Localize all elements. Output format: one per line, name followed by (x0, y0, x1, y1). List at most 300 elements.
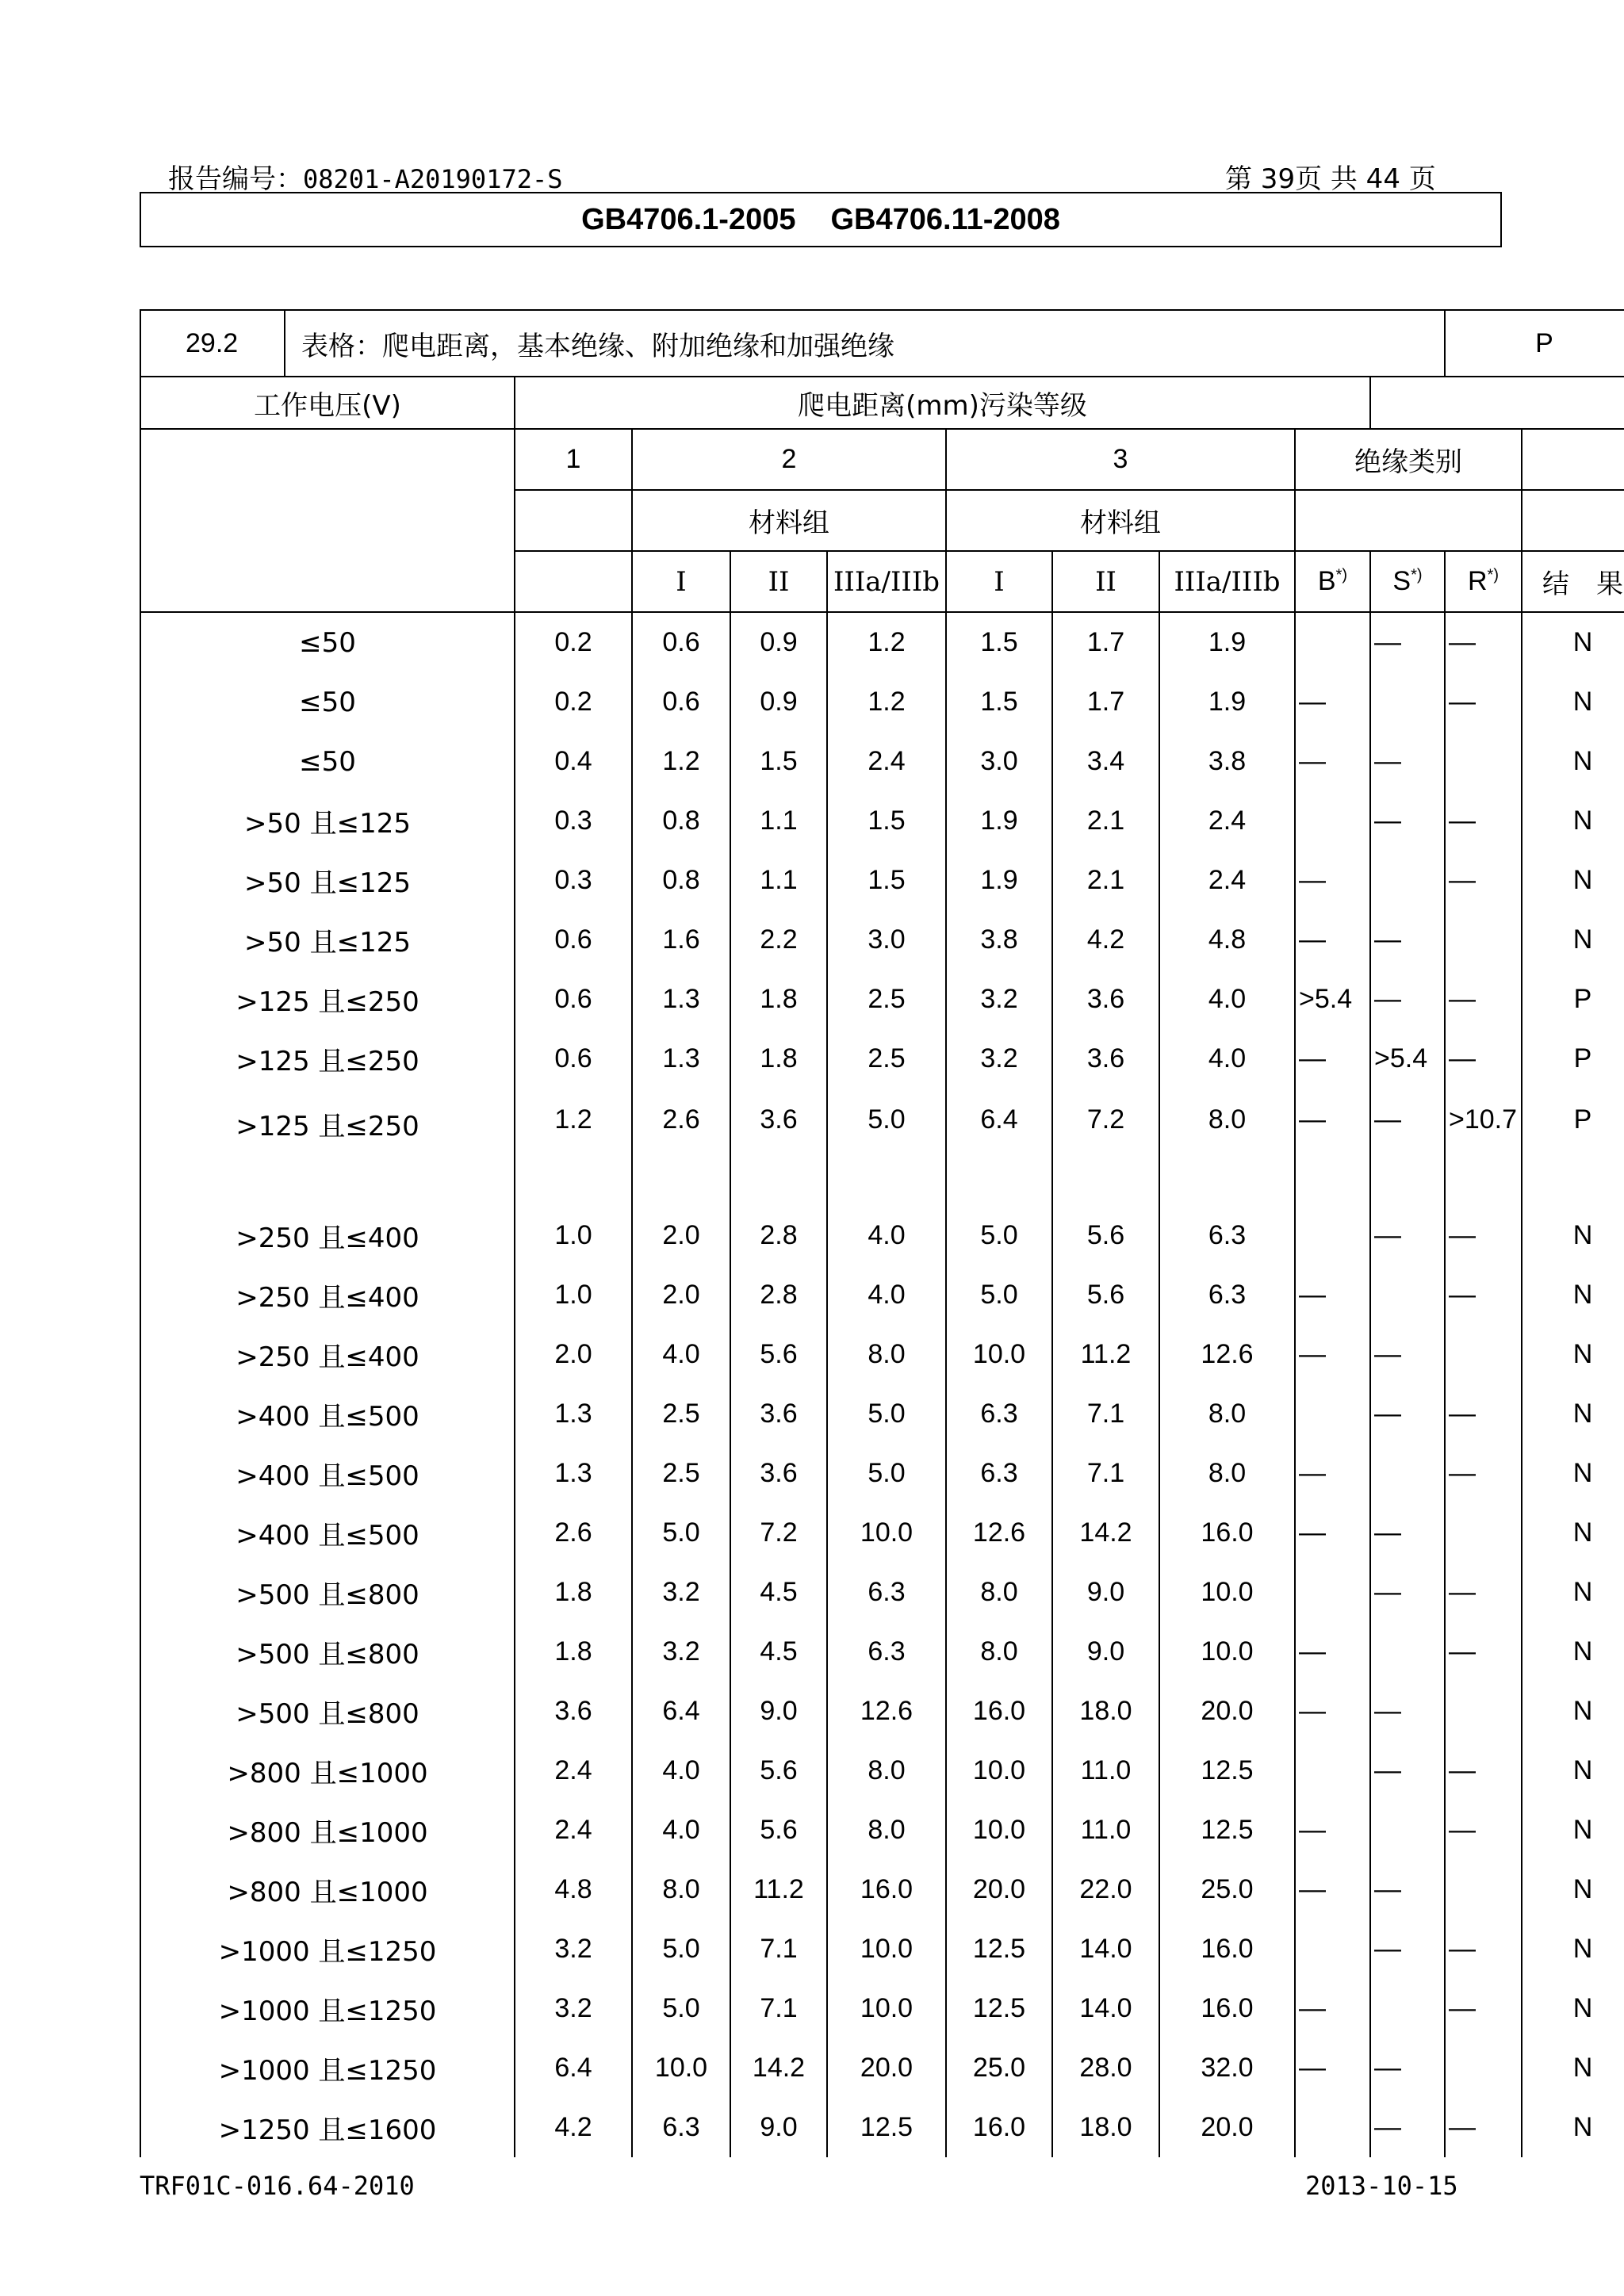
p3-i-cell: 5.0 (946, 1206, 1052, 1265)
result-cell: P (1522, 1089, 1624, 1206)
p3-i-cell: 8.0 (946, 1563, 1052, 1622)
p2-i-cell: 1.3 (632, 970, 730, 1029)
basic-cell (1295, 612, 1370, 672)
p3-iii-cell: 2.4 (1159, 791, 1295, 851)
supplementary-cell: — (1370, 732, 1445, 791)
p3-ii-cell: 14.0 (1052, 1919, 1159, 1979)
table-row (140, 970, 1624, 1029)
p3-iii-cell: 12.5 (1159, 1800, 1295, 1860)
basic-cell: — (1295, 851, 1370, 910)
p2-ii-cell: 1.8 (730, 970, 827, 1029)
p3-iii-cell: 8.0 (1159, 1384, 1295, 1444)
p2-iii-cell: 5.0 (827, 1384, 946, 1444)
result-cell: P (1522, 970, 1624, 1029)
reinforced-cell: — (1445, 612, 1522, 672)
p2-i-cell: 0.8 (632, 851, 730, 910)
result-cell: N (1522, 1919, 1624, 1979)
reinforced-cell: — (1445, 1265, 1522, 1325)
supplementary-cell (1370, 1265, 1445, 1325)
p3-i-cell: 1.5 (946, 672, 1052, 732)
p2-i-cell: 5.0 (632, 1919, 730, 1979)
reinforced-cell: — (1445, 970, 1522, 1029)
pollution-degree-2: 2 (632, 429, 946, 490)
p3-i-cell: 6.4 (946, 1089, 1052, 1206)
table-row (140, 910, 1624, 970)
p2-iii-cell: 20.0 (827, 2038, 946, 2098)
p2-ii-cell: 0.9 (730, 672, 827, 732)
voltage-cell: >500 且≤800 (140, 1622, 515, 1682)
pollution-degree-1: 1 (515, 429, 632, 490)
p3-ii-cell: 7.2 (1052, 1089, 1159, 1206)
p1-cell: 0.2 (515, 612, 632, 672)
voltage-cell: >50 且≤125 (140, 910, 515, 970)
p2-i-cell: 2.5 (632, 1384, 730, 1444)
p2-ii-cell: 2.8 (730, 1206, 827, 1265)
table-row (140, 1622, 1624, 1682)
supplementary-cell (1370, 672, 1445, 732)
p2-iii-cell: 8.0 (827, 1325, 946, 1384)
result-cell: N (1522, 1979, 1624, 2038)
p3-iii-cell: 4.0 (1159, 970, 1295, 1029)
p3-ii-cell: 14.2 (1052, 1503, 1159, 1563)
table-row (140, 732, 1624, 791)
p2-ii-cell: 4.5 (730, 1622, 827, 1682)
p3-i-cell: 6.3 (946, 1384, 1052, 1444)
result-cell: N (1522, 1622, 1624, 1682)
p2-iii-cell: 6.3 (827, 1622, 946, 1682)
p3-iii-cell: 1.9 (1159, 672, 1295, 732)
group-iii-3: IIIa/IIIb (1159, 551, 1295, 612)
clause-number: 29.2 (140, 310, 285, 377)
p2-iii-cell: 10.0 (827, 1503, 946, 1563)
voltage-cell: ≤50 (140, 672, 515, 732)
result-header: 结 果 (1522, 551, 1624, 612)
p1-cell: 6.4 (515, 2038, 632, 2098)
p3-ii-cell: 3.6 (1052, 1029, 1159, 1089)
p3-i-cell: 25.0 (946, 2038, 1052, 2098)
p3-iii-cell: 2.4 (1159, 851, 1295, 910)
p1-cell: 0.6 (515, 970, 632, 1029)
voltage-cell: >1000 且≤1250 (140, 2038, 515, 2098)
p3-iii-cell: 8.0 (1159, 1444, 1295, 1503)
p1-cell: 3.2 (515, 1919, 632, 1979)
table-row (140, 1919, 1624, 1979)
supplementary-cell: — (1370, 1741, 1445, 1800)
p3-iii-cell: 6.3 (1159, 1265, 1295, 1325)
group-ii-2: II (730, 551, 827, 612)
supplementary-cell: >5.4 (1370, 1029, 1445, 1089)
p3-i-cell: 10.0 (946, 1325, 1052, 1384)
supplementary-cell (1370, 851, 1445, 910)
reinforced-cell: — (1445, 672, 1522, 732)
basic-cell (1295, 1206, 1370, 1265)
result-cell: N (1522, 1860, 1624, 1919)
p1-cell: 0.6 (515, 1029, 632, 1089)
p1-cell: 0.2 (515, 672, 632, 732)
p2-i-cell: 2.0 (632, 1206, 730, 1265)
creepage-header: 爬电距离(mm)污染等级 (515, 377, 1370, 429)
p2-iii-cell: 1.2 (827, 612, 946, 672)
basic-cell: — (1295, 1682, 1370, 1741)
table-row (140, 1563, 1624, 1622)
p3-i-cell: 3.8 (946, 910, 1052, 970)
p2-i-cell: 0.6 (632, 672, 730, 732)
voltage-cell: >1000 且≤1250 (140, 1979, 515, 2038)
p2-ii-cell: 1.5 (730, 732, 827, 791)
p3-iii-cell: 8.0 (1159, 1089, 1295, 1206)
material-group-header-3: 材料组 (946, 490, 1295, 551)
standard-1: GB4706.1-2005 (581, 202, 796, 236)
reinforced-cell: — (1445, 1563, 1522, 1622)
p3-iii-cell: 4.0 (1159, 1029, 1295, 1089)
basic-cell: — (1295, 1325, 1370, 1384)
result-cell: N (1522, 1206, 1624, 1265)
p3-ii-cell: 2.1 (1052, 791, 1159, 851)
p1-cell: 2.4 (515, 1741, 632, 1800)
voltage-cell: >50 且≤125 (140, 851, 515, 910)
pollution-degree-3: 3 (946, 429, 1295, 490)
basic-cell: — (1295, 1979, 1370, 2038)
p3-i-cell: 10.0 (946, 1800, 1052, 1860)
reinforced-cell: — (1445, 1919, 1522, 1979)
report-number-value: 08201-A20190172-S (303, 164, 563, 194)
p1-cell: 3.6 (515, 1682, 632, 1741)
p3-ii-cell: 1.7 (1052, 612, 1159, 672)
table-row (140, 1265, 1624, 1325)
result-cell: N (1522, 1800, 1624, 1860)
p3-i-cell: 12.5 (946, 1979, 1052, 2038)
supplementary-cell (1370, 1800, 1445, 1860)
p1-cell: 1.0 (515, 1206, 632, 1265)
table-row (140, 2038, 1624, 2098)
p1-cell: 1.8 (515, 1622, 632, 1682)
basic-cell: — (1295, 1800, 1370, 1860)
voltage-cell: >1250 且≤1600 (140, 2098, 515, 2157)
table-row (140, 1206, 1624, 1265)
p2-ii-cell: 9.0 (730, 2098, 827, 2157)
voltage-cell: >400 且≤500 (140, 1444, 515, 1503)
reinforced-cell: — (1445, 1979, 1522, 2038)
header-row-2 (140, 429, 1624, 490)
p3-i-cell: 12.6 (946, 1503, 1052, 1563)
p2-iii-cell: 1.5 (827, 791, 946, 851)
p1-cell: 0.3 (515, 851, 632, 910)
p2-ii-cell: 5.6 (730, 1800, 827, 1860)
report-number (168, 157, 563, 196)
p2-iii-cell: 2.5 (827, 1029, 946, 1089)
result-cell: N (1522, 612, 1624, 672)
basic-cell: — (1295, 1089, 1370, 1206)
p1-cell: 2.0 (515, 1325, 632, 1384)
reinforced-insulation-header: R*) (1445, 551, 1522, 612)
p2-i-cell: 4.0 (632, 1800, 730, 1860)
reinforced-cell: — (1445, 1800, 1522, 1860)
p3-ii-cell: 3.6 (1052, 970, 1159, 1029)
p2-i-cell: 3.2 (632, 1622, 730, 1682)
p2-ii-cell: 2.2 (730, 910, 827, 970)
report-number-label: 报告编号： (168, 163, 303, 195)
p2-iii-cell: 5.0 (827, 1089, 946, 1206)
table-title: 表格：爬电距离，基本绝缘、附加绝缘和加强绝缘 (285, 310, 1445, 377)
basic-cell: — (1295, 2038, 1370, 2098)
p2-ii-cell: 1.1 (730, 791, 827, 851)
p2-i-cell: 4.0 (632, 1325, 730, 1384)
p2-iii-cell: 8.0 (827, 1800, 946, 1860)
p2-iii-cell: 1.2 (827, 672, 946, 732)
p1-cell: 0.3 (515, 791, 632, 851)
p2-ii-cell: 1.8 (730, 1029, 827, 1089)
basic-cell (1295, 1384, 1370, 1444)
p3-iii-cell: 12.6 (1159, 1325, 1295, 1384)
reinforced-cell (1445, 910, 1522, 970)
standards-banner (140, 192, 1502, 247)
supplementary-cell: — (1370, 1682, 1445, 1741)
p2-iii-cell: 4.0 (827, 1206, 946, 1265)
voltage-cell: >1000 且≤1250 (140, 1919, 515, 1979)
basic-cell: — (1295, 672, 1370, 732)
p2-ii-cell: 14.2 (730, 2038, 827, 2098)
p2-iii-cell: 12.5 (827, 2098, 946, 2157)
p3-ii-cell: 3.4 (1052, 732, 1159, 791)
p1-cell: 1.8 (515, 1563, 632, 1622)
p3-ii-cell: 14.0 (1052, 1979, 1159, 2038)
p3-iii-cell: 16.0 (1159, 1979, 1295, 2038)
basic-cell: — (1295, 1622, 1370, 1682)
p2-ii-cell: 4.5 (730, 1563, 827, 1622)
voltage-cell: >250 且≤400 (140, 1325, 515, 1384)
group-iii-2: IIIa/IIIb (827, 551, 946, 612)
table-row (140, 1029, 1624, 1089)
supplementary-cell: — (1370, 1563, 1445, 1622)
reinforced-cell: — (1445, 1029, 1522, 1089)
result-cell: N (1522, 791, 1624, 851)
reinforced-cell: — (1445, 1384, 1522, 1444)
p3-i-cell: 8.0 (946, 1622, 1052, 1682)
voltage-cell: >800 且≤1000 (140, 1860, 515, 1919)
supplementary-cell: — (1370, 612, 1445, 672)
p2-i-cell: 10.0 (632, 2038, 730, 2098)
result-cell: N (1522, 2098, 1624, 2157)
form-date: 2013-10-15 (1305, 2171, 1458, 2201)
table-row (140, 1741, 1624, 1800)
voltage-cell: >125 且≤250 (140, 1089, 515, 1206)
group-i-3: I (946, 551, 1052, 612)
p3-i-cell: 20.0 (946, 1860, 1052, 1919)
result-cell: N (1522, 672, 1624, 732)
table-row (140, 1682, 1624, 1741)
p1-cell: 3.2 (515, 1979, 632, 2038)
p1-cell: 2.6 (515, 1503, 632, 1563)
p2-ii-cell: 0.9 (730, 612, 827, 672)
supplementary-cell: — (1370, 2038, 1445, 2098)
p2-i-cell: 2.5 (632, 1444, 730, 1503)
p2-iii-cell: 10.0 (827, 1979, 946, 2038)
p3-ii-cell: 7.1 (1052, 1384, 1159, 1444)
reinforced-cell: — (1445, 1444, 1522, 1503)
table-row (140, 1979, 1624, 2038)
result-cell: N (1522, 910, 1624, 970)
reinforced-cell (1445, 1860, 1522, 1919)
p3-ii-cell: 28.0 (1052, 2038, 1159, 2098)
p3-ii-cell: 5.6 (1052, 1265, 1159, 1325)
result-cell: N (1522, 2038, 1624, 2098)
supplementary-cell: — (1370, 1206, 1445, 1265)
supplementary-cell: — (1370, 1325, 1445, 1384)
p3-ii-cell: 18.0 (1052, 2098, 1159, 2157)
group-i-2: I (632, 551, 730, 612)
basic-cell (1295, 1563, 1370, 1622)
p2-ii-cell: 7.1 (730, 1919, 827, 1979)
reinforced-cell (1445, 1682, 1522, 1741)
p2-i-cell: 6.3 (632, 2098, 730, 2157)
voltage-cell: >50 且≤125 (140, 791, 515, 851)
table-row (140, 2098, 1624, 2157)
result-cell: N (1522, 1265, 1624, 1325)
reinforced-cell (1445, 732, 1522, 791)
voltage-cell: >800 且≤1000 (140, 1741, 515, 1800)
basic-cell (1295, 1919, 1370, 1979)
p1-cell: 0.6 (515, 910, 632, 970)
reinforced-cell (1445, 1503, 1522, 1563)
basic-cell: — (1295, 910, 1370, 970)
basic-cell (1295, 2098, 1370, 2157)
table-row (140, 672, 1624, 732)
p2-iii-cell: 4.0 (827, 1265, 946, 1325)
result-cell: P (1522, 1029, 1624, 1089)
p3-ii-cell: 22.0 (1052, 1860, 1159, 1919)
p2-i-cell: 8.0 (632, 1860, 730, 1919)
table-row (140, 1800, 1624, 1860)
result-cell: N (1522, 1682, 1624, 1741)
table-row (140, 1503, 1624, 1563)
result-cell: N (1522, 1741, 1624, 1800)
table-row (140, 791, 1624, 851)
material-group-header-2: 材料组 (632, 490, 946, 551)
p2-iii-cell: 2.5 (827, 970, 946, 1029)
p3-i-cell: 1.9 (946, 791, 1052, 851)
p1-cell: 2.4 (515, 1800, 632, 1860)
p3-iii-cell: 12.5 (1159, 1741, 1295, 1800)
basic-cell (1295, 1741, 1370, 1800)
basic-cell: — (1295, 1029, 1370, 1089)
p3-i-cell: 3.2 (946, 970, 1052, 1029)
p2-iii-cell: 2.4 (827, 732, 946, 791)
p1-cell: 0.4 (515, 732, 632, 791)
p2-iii-cell: 16.0 (827, 1860, 946, 1919)
p2-iii-cell: 1.5 (827, 851, 946, 910)
basic-cell: — (1295, 1860, 1370, 1919)
p3-i-cell: 5.0 (946, 1265, 1052, 1325)
p2-ii-cell: 9.0 (730, 1682, 827, 1741)
reinforced-cell (1445, 2038, 1522, 2098)
p3-ii-cell: 2.1 (1052, 851, 1159, 910)
p2-i-cell: 5.0 (632, 1979, 730, 2038)
p2-iii-cell: 3.0 (827, 910, 946, 970)
p2-i-cell: 1.6 (632, 910, 730, 970)
p3-iii-cell: 32.0 (1159, 2038, 1295, 2098)
p1-cell: 1.0 (515, 1265, 632, 1325)
p2-i-cell: 3.2 (632, 1563, 730, 1622)
p3-ii-cell: 11.0 (1052, 1741, 1159, 1800)
p2-iii-cell: 12.6 (827, 1682, 946, 1741)
voltage-cell: >125 且≤250 (140, 1029, 515, 1089)
reinforced-cell: — (1445, 851, 1522, 910)
table-row (140, 851, 1624, 910)
p2-ii-cell: 11.2 (730, 1860, 827, 1919)
group-ii-3: II (1052, 551, 1159, 612)
result-cell: N (1522, 1563, 1624, 1622)
table-row (140, 1444, 1624, 1503)
p2-i-cell: 2.6 (632, 1089, 730, 1206)
basic-cell: — (1295, 1265, 1370, 1325)
voltage-cell: ≤50 (140, 732, 515, 791)
supplementary-cell (1370, 1979, 1445, 2038)
supplementary-cell: — (1370, 1089, 1445, 1206)
p2-iii-cell: 8.0 (827, 1741, 946, 1800)
p3-iii-cell: 16.0 (1159, 1503, 1295, 1563)
p3-i-cell: 16.0 (946, 2098, 1052, 2157)
p2-i-cell: 1.3 (632, 1029, 730, 1089)
p3-iii-cell: 20.0 (1159, 1682, 1295, 1741)
basic-cell: — (1295, 732, 1370, 791)
result-cell: N (1522, 732, 1624, 791)
p2-ii-cell: 5.6 (730, 1741, 827, 1800)
p1-cell: 1.2 (515, 1089, 632, 1206)
p3-ii-cell: 4.2 (1052, 910, 1159, 970)
supplementary-cell: — (1370, 910, 1445, 970)
result-cell: N (1522, 1444, 1624, 1503)
basic-cell (1295, 791, 1370, 851)
p2-ii-cell: 3.6 (730, 1089, 827, 1206)
creepage-table (140, 309, 1624, 2157)
table-verdict: P (1445, 310, 1624, 377)
p3-iii-cell: 20.0 (1159, 2098, 1295, 2157)
voltage-cell: >500 且≤800 (140, 1682, 515, 1741)
p3-iii-cell: 3.8 (1159, 732, 1295, 791)
p2-ii-cell: 3.6 (730, 1384, 827, 1444)
insulation-type-header: 绝缘类别 (1295, 429, 1522, 490)
supplementary-cell: — (1370, 1919, 1445, 1979)
p2-ii-cell: 7.1 (730, 1979, 827, 2038)
reinforced-cell: — (1445, 1206, 1522, 1265)
p3-i-cell: 6.3 (946, 1444, 1052, 1503)
standard-2: GB4706.11-2008 (830, 202, 1060, 236)
p3-iii-cell: 6.3 (1159, 1206, 1295, 1265)
voltage-header: 工作电压(V) (140, 377, 515, 429)
p3-iii-cell: 4.8 (1159, 910, 1295, 970)
voltage-cell: >125 且≤250 (140, 970, 515, 1029)
reinforced-cell: — (1445, 2098, 1522, 2157)
supplementary-insulation-header: S*) (1370, 551, 1445, 612)
reinforced-cell: — (1445, 1622, 1522, 1682)
p2-ii-cell: 7.2 (730, 1503, 827, 1563)
table-row (140, 1325, 1624, 1384)
voltage-cell: >400 且≤500 (140, 1384, 515, 1444)
result-cell: N (1522, 851, 1624, 910)
p3-ii-cell: 5.6 (1052, 1206, 1159, 1265)
p2-iii-cell: 10.0 (827, 1919, 946, 1979)
basic-cell: >5.4 (1295, 970, 1370, 1029)
voltage-cell: >250 且≤400 (140, 1206, 515, 1265)
table-row (140, 1384, 1624, 1444)
basic-cell: — (1295, 1444, 1370, 1503)
p2-i-cell: 4.0 (632, 1741, 730, 1800)
supplementary-cell: — (1370, 1384, 1445, 1444)
form-number: TRF01C-016.64-2010 (140, 2171, 415, 2201)
table-row (140, 1860, 1624, 1919)
clause-row (140, 310, 1624, 377)
supplementary-cell: — (1370, 970, 1445, 1029)
